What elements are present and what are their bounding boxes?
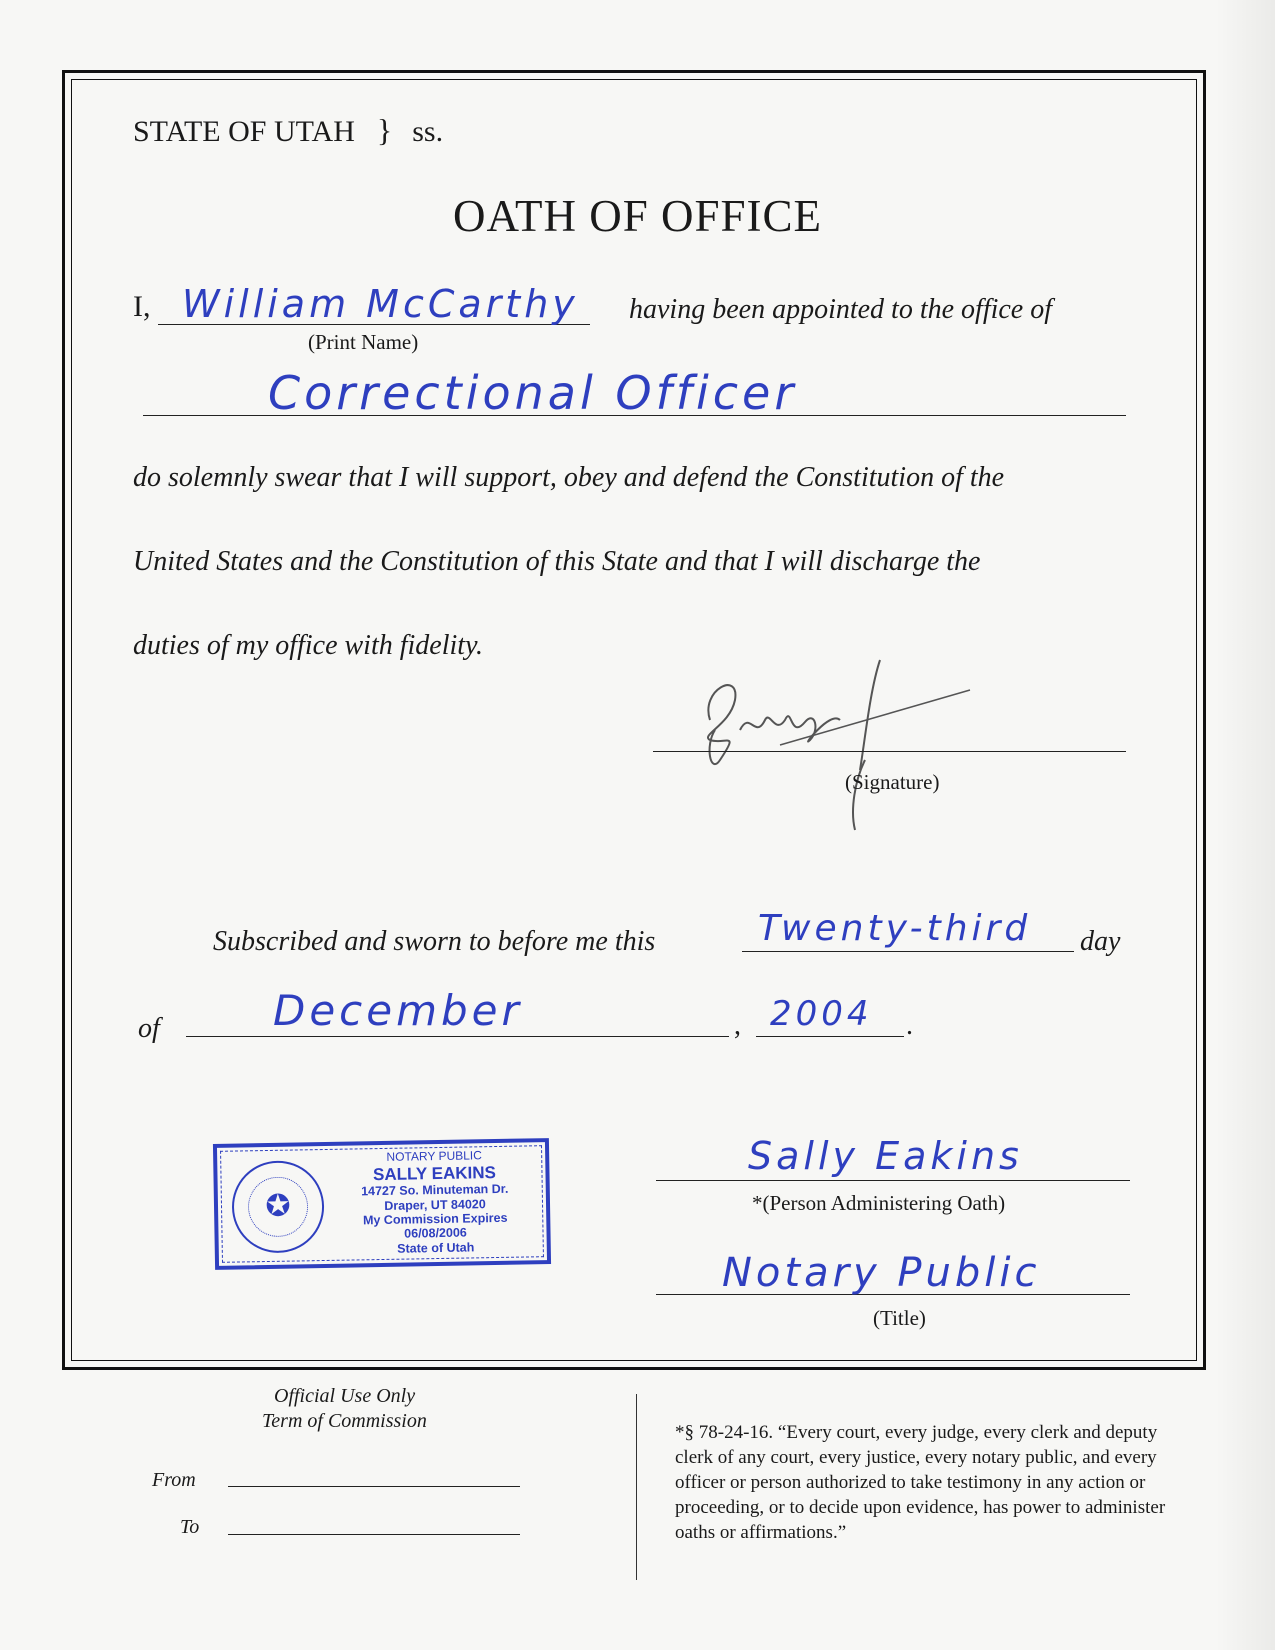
sworn-text: Subscribed and sworn to before me this [213,926,656,957]
title-caption: (Title) [873,1306,926,1330]
date-period: . [906,1010,913,1041]
state-header [133,112,443,149]
stamp-notary-public: NOTARY PUBLIC [386,1148,482,1164]
year-line [756,1036,904,1037]
day-handwritten: Twenty-third [758,908,1032,949]
brace-glyph: } [376,112,393,148]
from-label: From [152,1469,196,1491]
date-comma: , [734,1010,741,1041]
office-handwritten: Correctional Officer [268,366,798,420]
signature-line [653,751,1126,752]
state-name: STATE OF UTAH [133,115,355,148]
administrator-signature-handwritten: Sally Eakins [748,1134,1023,1178]
title-handwritten: Notary Public [722,1250,1041,1296]
signature-caption: (Signature) [845,770,940,794]
day-line [742,951,1074,952]
stamp-commission: My Commission Expires 06/08/2006 [362,1210,508,1242]
to-field-line [228,1534,520,1535]
seal-emblem-icon: ✪ [265,1189,291,1224]
administrator-caption: *(Person Administering Oath) [752,1191,1006,1215]
stamp-notary-name: SALLY EAKINS [372,1162,497,1184]
month-line [186,1036,729,1037]
stamp-text [329,1148,541,1257]
of-label: of [138,1013,160,1044]
print-name-caption: (Print Name) [308,330,419,354]
official-use-heading: Official Use Only [274,1385,416,1407]
print-name-handwritten: William McCarthy [182,282,579,326]
to-label: To [180,1516,200,1538]
oath-line-3: duties of my office with fidelity. [133,630,483,661]
footer-divider [636,1394,637,1580]
oath-line-1: do solemnly swear that I will support, obey and defend the Constitution of the [133,462,1005,493]
oath-signature [680,650,1000,840]
stamp-state: State of Utah [397,1240,475,1256]
term-of-commission-heading: Term of Commission [262,1410,427,1432]
appointed-text: having been appointed to the office of [629,294,1053,325]
oath-prefix: I, [133,290,151,323]
ss-label: ss. [412,115,444,148]
month-handwritten: December [273,986,523,1035]
notary-stamp [213,1138,551,1270]
oath-line-2: United States and the Constitution of this State and that I will discharge the [133,546,981,577]
statute-footnote: *§ 78-24-16. “Every court, every judge, every clerk and deputy clerk of any court, every justice, every notary public, and every officer or person authorized to take testimony in any action or proceeding, or to decide upon evidence, has power to administer oaths or affirmations.” [675,1422,1166,1543]
administrator-signature-line [656,1180,1130,1181]
stamp-address-2: Draper, UT 84020 [384,1196,486,1213]
page-edge-shadow [1215,0,1275,1650]
from-field-line [228,1486,520,1487]
day-label: day [1080,926,1121,957]
stamp-address-1: 14727 So. Minuteman Dr. [361,1182,509,1199]
year-handwritten: 2004 [770,994,873,1034]
page-title: OATH OF OFFICE [452,191,823,241]
